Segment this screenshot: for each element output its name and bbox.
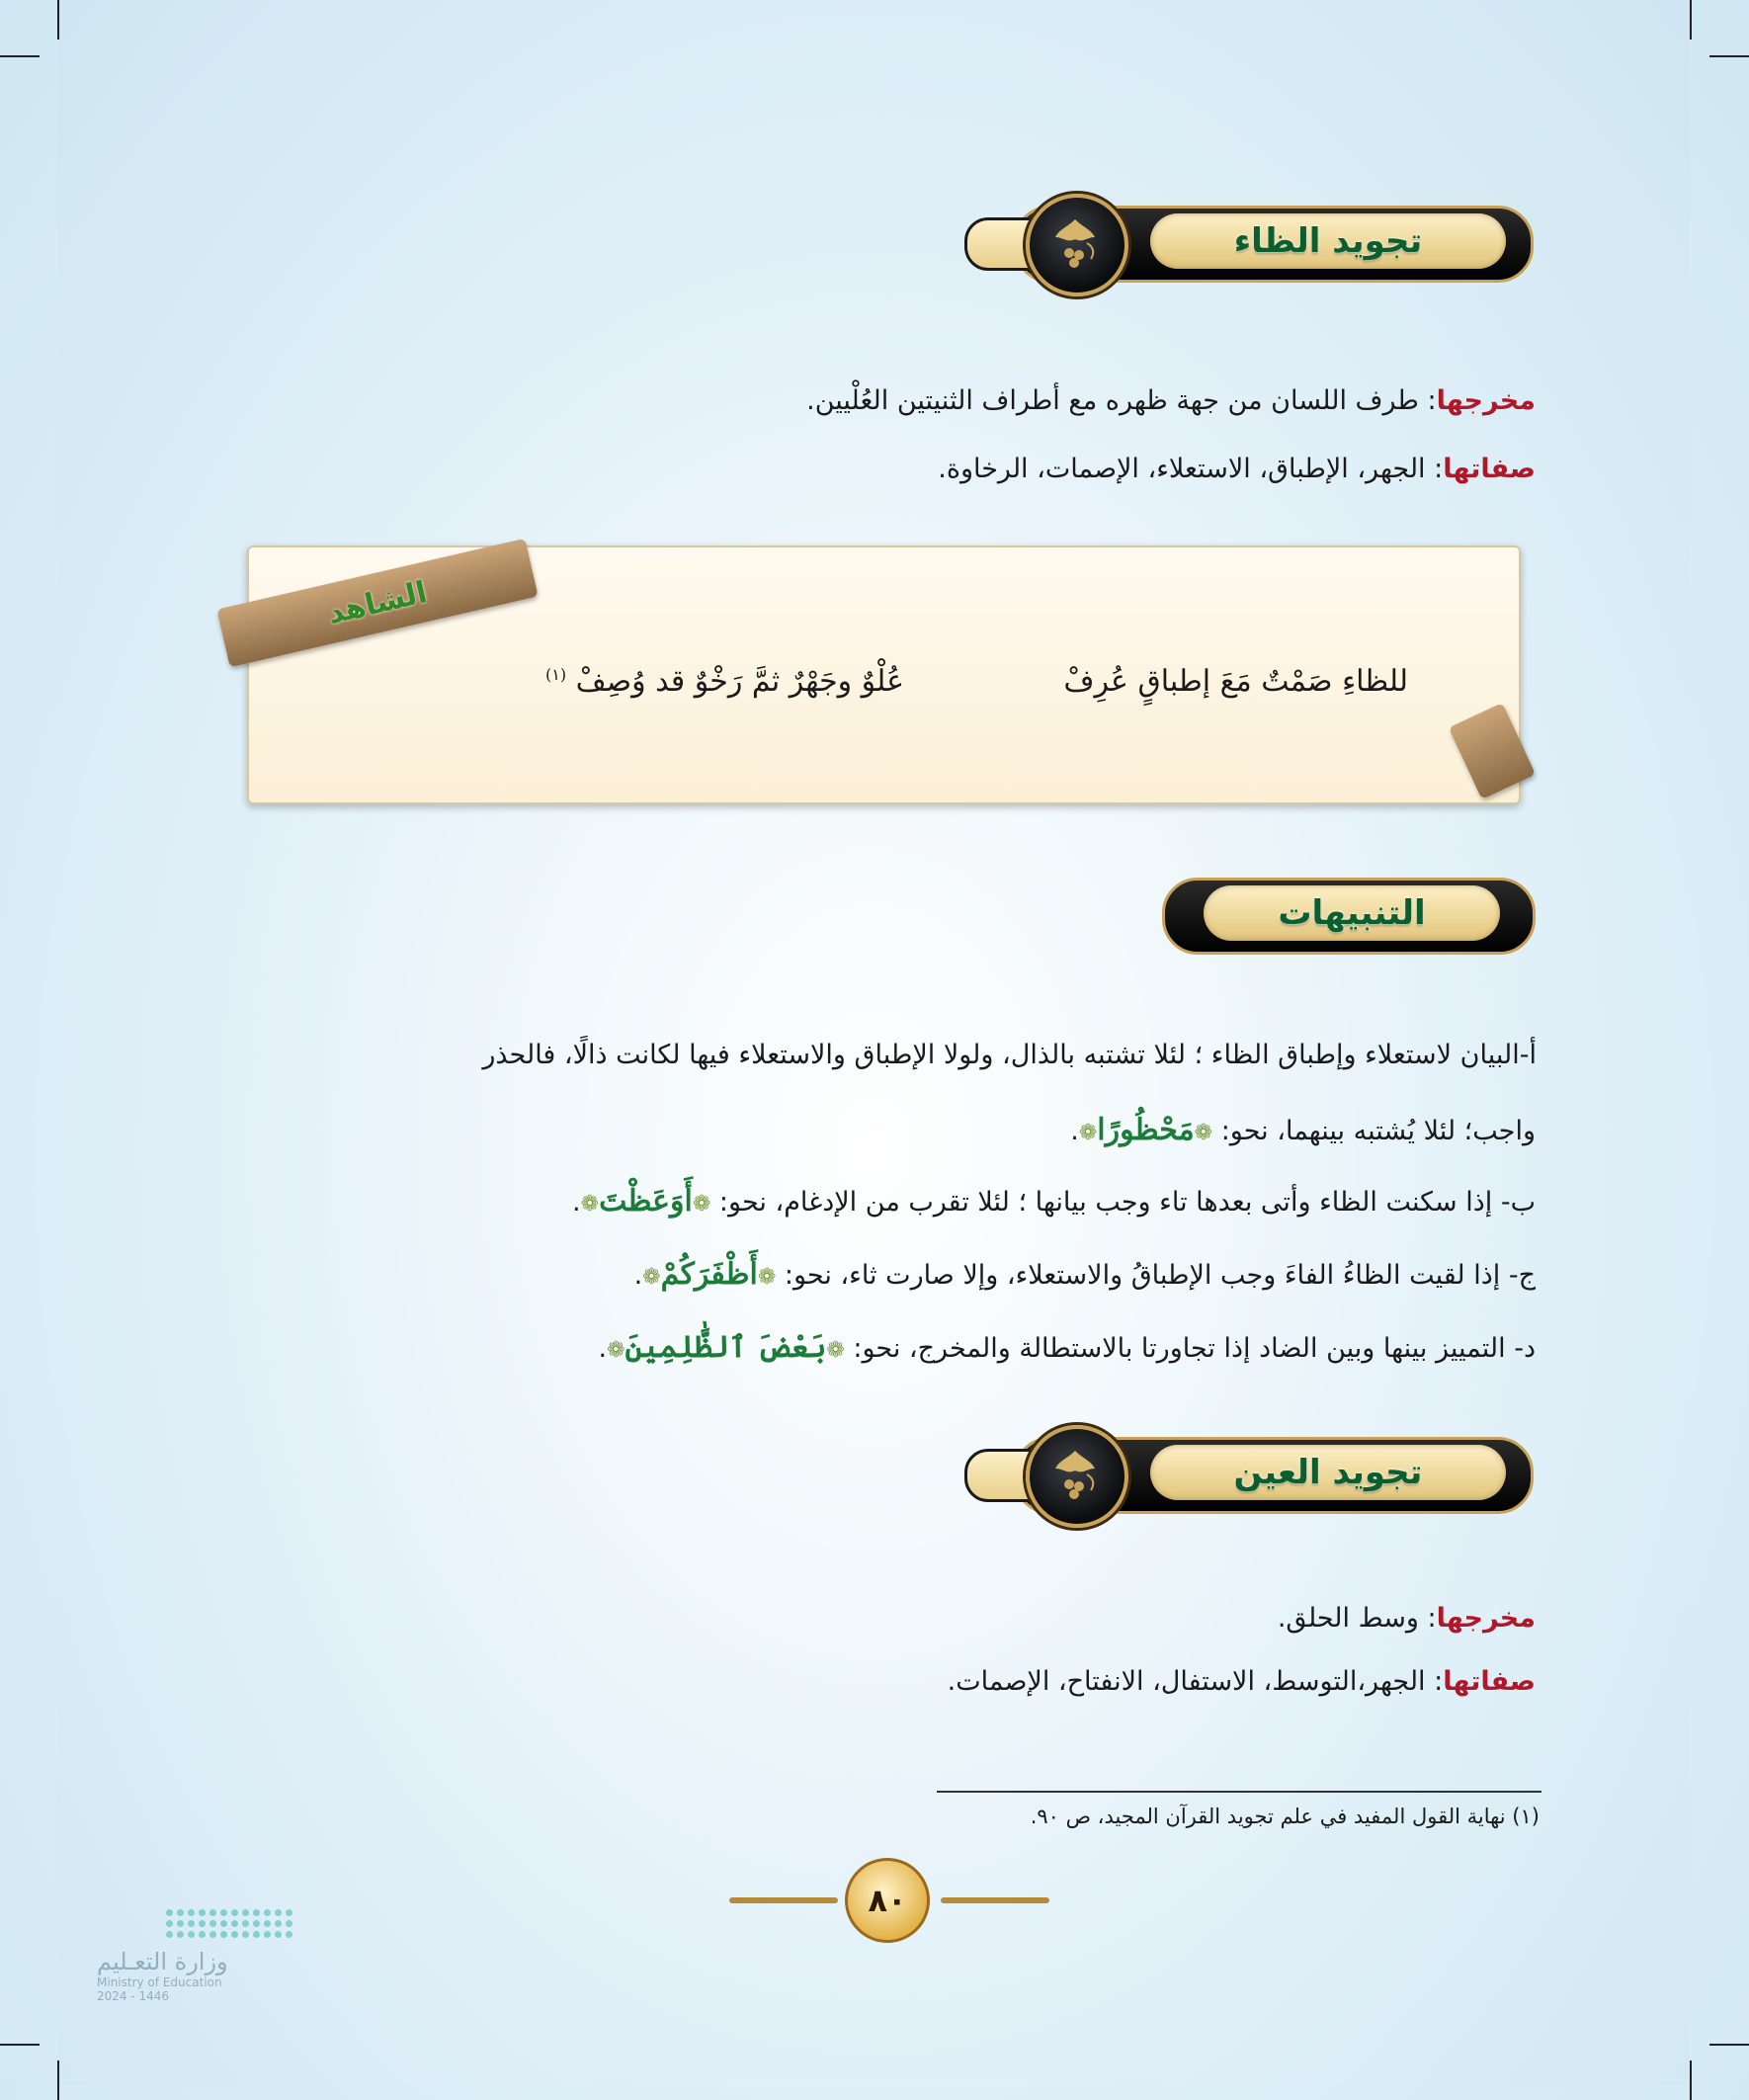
sifat-label: صفاتها [1443, 454, 1536, 484]
quran-word: مَحْظُورًا [1097, 1113, 1195, 1147]
ministry-dots-icon [166, 1909, 255, 1938]
ornament-icon: ❁ [1194, 1121, 1213, 1145]
section-title: تجويد العين [1233, 1453, 1423, 1492]
ornament-icon: ❁ [826, 1338, 845, 1363]
note-a-text: واجب؛ لئلا يُشتبه بينهما، نحو: [1220, 1116, 1536, 1146]
ministry-english: Ministry of Education [97, 1975, 222, 1989]
ministry-logo [97, 1909, 255, 2018]
note-a-line2: واجب؛ لئلا يُشتبه بينهما، نحو: ❁مَحْظُورًا❁. [1070, 1113, 1536, 1147]
makhraj-line [1278, 1599, 1536, 1638]
footnote-rule [937, 1791, 1541, 1793]
ornament-icon: ❁ [692, 1192, 711, 1217]
ornament-icon: ❁ [1078, 1121, 1098, 1145]
page-ornament [941, 1897, 1049, 1903]
note-b-text: ب- إذا سكنت الظاء وأتى بعدها تاء وجب بيانها ؛ لئلا تقرب من الإدغام، نحو: [718, 1187, 1536, 1218]
quran-word: بَعْضَ ٱلظَّٰلِمِينَ [625, 1330, 827, 1365]
footnote-mark: (١) [544, 665, 567, 684]
note-d: د- التمييز بينها وبين الضاد إذا تجاورتا بالاستطالة والمخرج، نحو: ❁بَعْضَ ٱلظَّٰلِمِينَ❁. [598, 1330, 1536, 1365]
quran-word: أَوَعَظْتَ [599, 1184, 693, 1218]
note-b: ب- إذا سكنت الظاء وأتى بعدها تاء وجب بيانها ؛ لئلا تقرب من الإدغام، نحو: ❁أَوَعَظْتَ❁. [572, 1184, 1536, 1218]
quran-word: أَظْفَرَكُمْ [660, 1257, 758, 1292]
crop-mark [1709, 2044, 1749, 2046]
sifat-text: : الجهر،التوسط، الاستفال، الانفتاح، الإصمات. [947, 1666, 1444, 1697]
page-number: ٨٠ [845, 1858, 930, 1943]
makhraj-line [806, 381, 1536, 421]
sifat-text: : الجهر، الإطباق، الاستعلاء، الإصمات، الرخاوة. [938, 454, 1444, 484]
makhraj-label: مخرجها [1436, 385, 1536, 416]
footnote: (١) نهاية القول المفيد في علم تجويد القرآن المجيد، ص ٩٠. [1030, 1805, 1540, 1828]
crop-mark [0, 55, 40, 57]
sifat-line [948, 1662, 1536, 1702]
note-a-line1: أ-البيان لاستعلاء وإطباق الظاء ؛ لئلا تشتبه بالذال، ولولا الإطباق والاستعلاء فيها لكانت ذالًا، فالحذر [482, 1040, 1537, 1070]
grape-leaf-icon [1026, 1425, 1128, 1528]
grape-leaf-icon [1026, 194, 1128, 296]
section-title-banner [1018, 1425, 1534, 1520]
note-d-text: د- التمييز بينها وبين الضاد إذا تجاورتا بالاستطالة والمخرج، نحو: [853, 1333, 1536, 1364]
crop-mark [0, 2044, 40, 2046]
notes-title: التنبيهات [1278, 893, 1426, 933]
crop-mark [1709, 55, 1749, 57]
note-c: ج- إذا لقيت الظاءُ الفاءَ وجب الإطباقُ والاستعلاء، وإلا صارت ثاء، نحو: ❁أَظْفَرَكُمْ❁. [633, 1257, 1536, 1292]
note-c-text: ج- إذا لقيت الظاءُ الفاءَ وجب الإطباقُ والاستعلاء، وإلا صارت ثاء، نحو: [784, 1260, 1536, 1291]
section-title-banner [1018, 194, 1534, 289]
crop-mark [1690, 2060, 1692, 2100]
sifat-label: صفاتها [1443, 1666, 1536, 1697]
page-ornament [729, 1897, 838, 1903]
ministry-year: 2024 - 1446 [97, 1989, 170, 2003]
verse-left-text: عُلْوٌ وجَهْرٌ ثمَّ رَخْوٌ قد وُصِفْ [575, 664, 904, 699]
makhraj-text: : طرف اللسان من جهة ظهره مع أطراف الثنيتين العُلْيين. [806, 385, 1437, 416]
makhraj-label: مخرجها [1436, 1603, 1536, 1634]
sifat-line [938, 450, 1536, 489]
crop-mark [57, 0, 59, 40]
makhraj-text: : وسط الحلق. [1277, 1603, 1437, 1634]
notes-title-banner [1166, 866, 1536, 961]
section-title: تجويد الظاء [1233, 221, 1423, 261]
ornament-icon: ❁ [607, 1338, 625, 1363]
crop-mark [1690, 0, 1692, 40]
verse-left [545, 664, 904, 699]
verse-right: للظاءِ صَمْتٌ مَعَ إطباقٍ عُرِفْ [1063, 664, 1408, 699]
ornament-icon: ❁ [757, 1265, 777, 1290]
ornament-icon: ❁ [642, 1265, 661, 1290]
shahid-ribbon-label: الشاهد [324, 574, 431, 631]
ornament-icon: ❁ [580, 1192, 600, 1217]
ministry-arabic: وزارة التعـليم [97, 1948, 228, 1975]
crop-mark [57, 2060, 59, 2100]
